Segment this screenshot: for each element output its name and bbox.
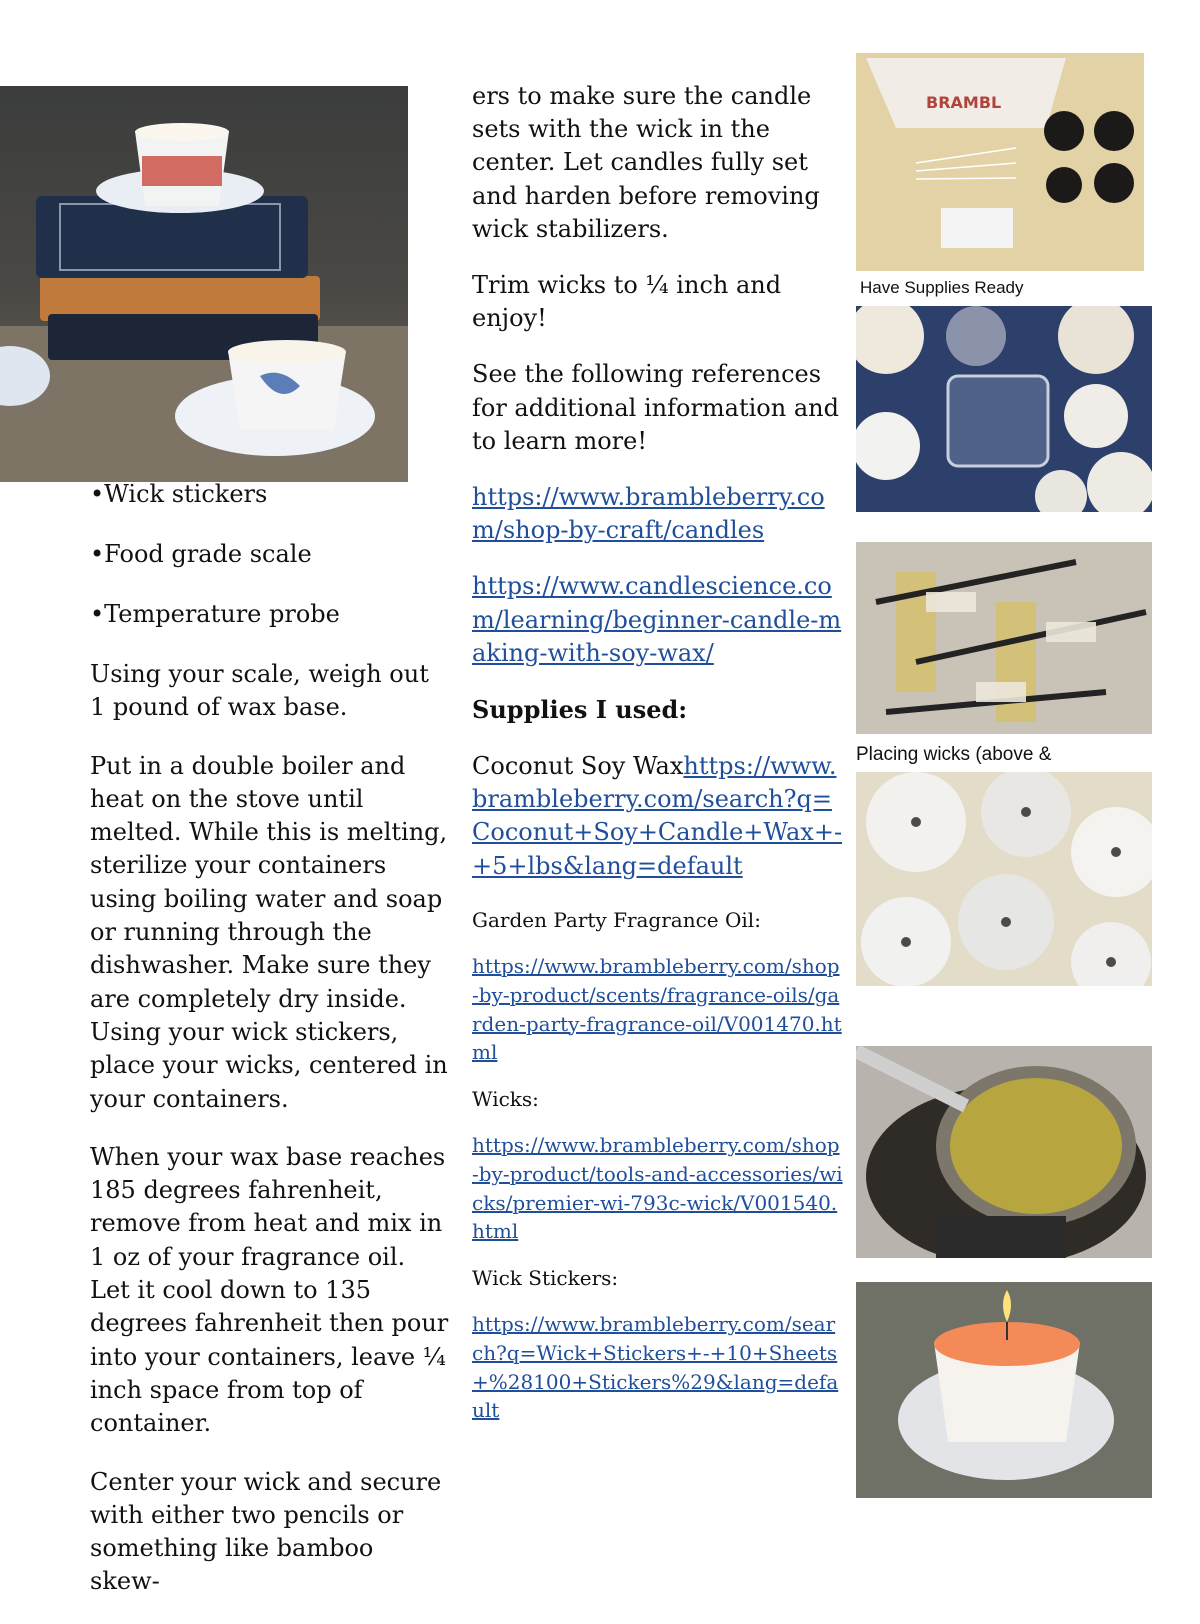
fragrance-link[interactable]: https://www.brambleberry.com/shop-by-product/scents/fragrance-oils/garden-party-fragrance-oil/V001470.html — [472, 954, 842, 1065]
wicks-link[interactable]: https://www.brambleberry.com/shop-by-product/tools-and-accessories/wicks/premier-wi-793c-wick/V001540.html — [472, 1133, 843, 1244]
supply-bullet: •Food grade scale — [90, 540, 312, 568]
instruction-weigh: Using your scale, weigh out 1 pound of wax base. — [90, 660, 429, 722]
coconut-wax-entry: Coconut Soy Waxhttps://www.brambleberry.com/search?q=Coconut+Soy+Candle+Wax+-+5+lbs&lang=default — [472, 752, 843, 880]
fragrance-label: Garden Party Fragrance Oil: — [472, 907, 761, 932]
bag-logo-text: BRAMBL — [926, 93, 1002, 112]
coconut-wax-link[interactable]: https://www.brambleberry.com/search?q=Coconut+Soy+Candle+Wax+-+5+lbs&lang=default — [472, 752, 843, 880]
supply-bullet: •Wick stickers — [90, 480, 268, 508]
wick-stickers-label: Wick Stickers: — [472, 1265, 619, 1290]
reference-link-brambleberry[interactable]: https://www.brambleberry.com/shop-by-craft/candles — [472, 483, 825, 545]
wick-stickers-link-wrap[interactable] — [472, 1310, 844, 1424]
supplies-heading: Supplies I used: — [472, 695, 688, 725]
references-intro: See the following references for additional information and to learn more! — [472, 360, 839, 455]
middle-column — [472, 80, 844, 1443]
instruction-pour: When your wax base reaches 185 degrees fahrenheit, remove from heat and mix in 1 oz of your fragrance oil. Let it cool down to 135 degrees fahrenheit then pour into your containers, leave ¼ inch space from top of container. — [90, 1142, 449, 1438]
caption-supplies: Have Supplies Ready — [860, 278, 1024, 297]
wick-stickers-link[interactable]: https://www.brambleberry.com/search?q=Wick+Stickers+-+10+Sheets+%28100+Stickers%29&lang=default — [472, 1312, 839, 1423]
instruction-melt: Put in a double boiler and heat on the stove until melted. While this is melting, sterilize your containers using boiling water and soap or running through the dishwasher. Make sure they are completely dry inside. Using your wick stickers, place your wicks, centered in your containers. — [90, 751, 448, 1113]
instruction-center: Center your wick and secure with either two pencils or something like bamboo skew- — [90, 1467, 442, 1596]
wicks-link-wrap[interactable] — [472, 1131, 844, 1245]
hero-teacups-photo — [0, 86, 408, 482]
placing-wicks-photo — [856, 542, 1152, 734]
supply-bullet: •Temperature probe — [90, 600, 340, 628]
caption-placing-wicks: Placing wicks (above & — [856, 744, 1052, 765]
instruction-trim: Trim wicks to ¼ inch and enjoy! — [472, 271, 782, 333]
finished-candle-photo — [856, 1282, 1152, 1498]
wicks-in-cups-photo — [856, 772, 1152, 986]
left-column — [90, 478, 450, 1624]
reference-link-candlescience[interactable]: https://www.candlescience.com/learning/beginner-candle-making-with-soy-wax/ — [472, 572, 842, 667]
instruction-set: ers to make sure the candle sets with the wick in the center. Let candles fully set and harden before removing wick stabilizers. — [472, 82, 820, 243]
wicks-label: Wicks: — [472, 1086, 539, 1111]
containers-photo — [856, 306, 1152, 512]
fragrance-link-wrap[interactable] — [472, 952, 844, 1066]
supplies-photo — [856, 53, 1144, 271]
double-boiler-photo — [856, 1046, 1152, 1258]
